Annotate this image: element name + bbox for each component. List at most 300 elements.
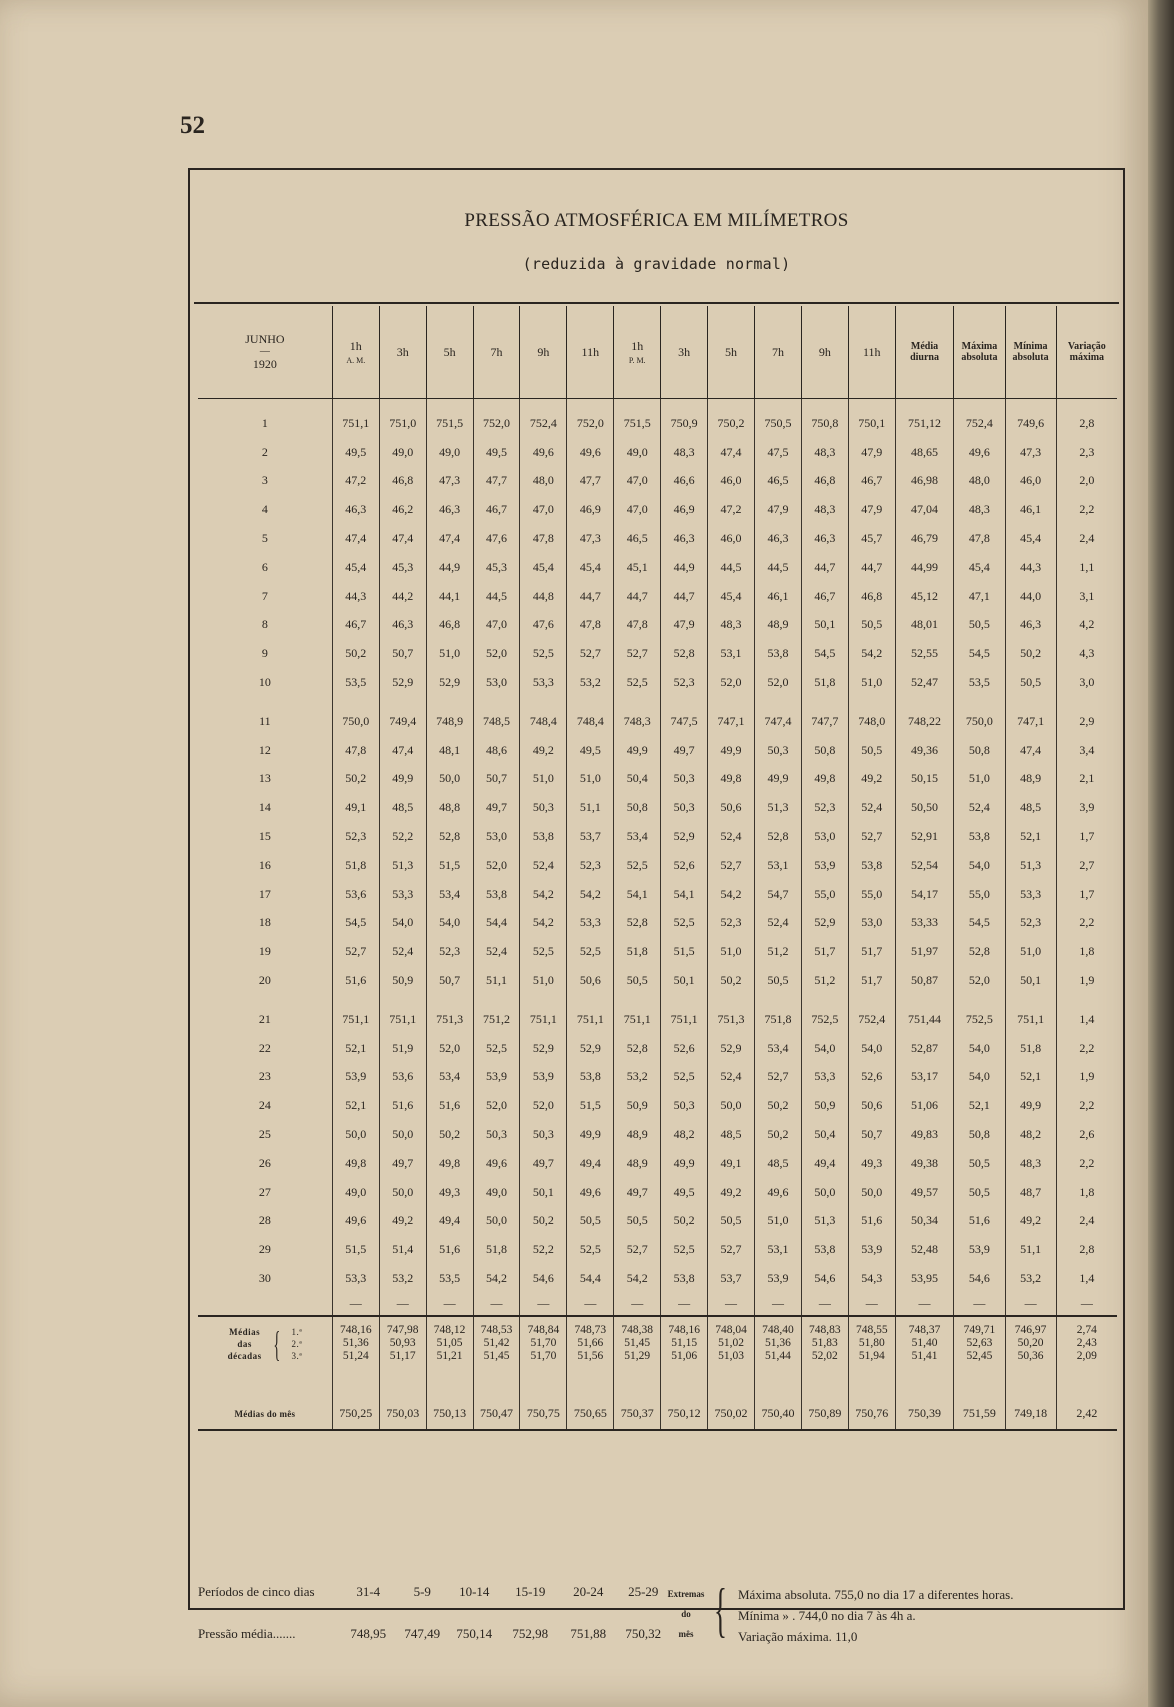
day-cell: 2 [198, 438, 332, 467]
header-text: Mínima [1013, 341, 1048, 352]
value-cell: 52,4 [473, 937, 520, 966]
day-cell: 14 [198, 793, 332, 822]
decada-value: 51,70 [530, 1337, 557, 1350]
value-cell: 50,6 [567, 966, 614, 995]
mes-value: 751,59 [954, 1399, 1005, 1430]
value-cell: 51,1 [567, 793, 614, 822]
value-cell: 52,4 [954, 793, 1005, 822]
value-cell: 51,0 [520, 765, 567, 794]
value-cell: 45,3 [473, 553, 520, 582]
dash-cell: — [895, 1293, 954, 1316]
value-cell: 49,3 [426, 1178, 473, 1207]
value-cell: 52,8 [426, 822, 473, 851]
value-cell: 49,2 [848, 765, 895, 794]
value-cell: 47,4 [379, 524, 426, 553]
mes-value: 750,89 [801, 1399, 848, 1430]
value-cell: 53,5 [954, 668, 1005, 697]
value-cell: 50,3 [520, 793, 567, 822]
dash-cell: — [426, 1293, 473, 1316]
table-row [198, 639, 1117, 668]
pressure-values [339, 1626, 669, 1641]
value-cell: 49,4 [426, 1207, 473, 1236]
value-cell: 47,1 [954, 582, 1005, 611]
value-cell: 2,8 [1079, 1242, 1095, 1257]
value-cell: 53,9 [520, 1063, 567, 1092]
value-cell: 53,17 [895, 1063, 954, 1092]
spacer-cell [1005, 399, 1056, 410]
value-cell: 51,8 [1005, 1034, 1056, 1063]
decada-cell [708, 1316, 755, 1371]
hour-label: 9h [818, 344, 831, 359]
value-cell: 52,7 [848, 822, 895, 851]
decada-value: 51,41 [911, 1350, 938, 1363]
decada-value: 51,44 [765, 1350, 791, 1363]
decada-cell [661, 1316, 708, 1371]
pressure-value: 748,95 [350, 1626, 387, 1641]
value-cell: 53,8 [848, 851, 895, 880]
value-cell: 45,4 [954, 553, 1005, 582]
value-cell: 51,2 [801, 966, 848, 995]
value-cell: 54,1 [661, 880, 708, 909]
decada-value: 52,63 [966, 1337, 993, 1350]
value-cell: 50,2 [708, 966, 755, 995]
value-cell: 751,3 [708, 1005, 755, 1034]
value-cell: 52,55 [895, 639, 954, 668]
month-label: JUNHO [245, 332, 285, 346]
pressure-value: 750,32 [625, 1626, 662, 1641]
value-cell: 52,7 [614, 1235, 661, 1264]
table-row [198, 851, 1117, 880]
spacer-cell [520, 399, 567, 410]
spacer-cell [567, 697, 614, 707]
value-cell: 747,7 [801, 707, 848, 736]
value-cell: 52,3 [332, 822, 379, 851]
value-cell: 50,5 [614, 1207, 661, 1236]
decada-ordinal: 3.ª [291, 1350, 303, 1361]
value-cell: 748,4 [567, 707, 614, 736]
day-cell: 5 [198, 524, 332, 553]
value-cell: 52,4 [520, 851, 567, 880]
spacer-cell [708, 399, 755, 410]
value-cell: 50,6 [708, 793, 755, 822]
value-cell: 52,7 [708, 1235, 755, 1264]
table-row [198, 495, 1117, 524]
page-subtitle: (reduzida à gravidade normal) [522, 255, 791, 273]
value-cell: 751,1 [1005, 1005, 1056, 1034]
day-cell: 26 [198, 1149, 332, 1178]
value-cell: 49,2 [708, 1178, 755, 1207]
extremas-line: Variação máxima. 11,0 [738, 1629, 858, 1644]
hour-header [614, 306, 661, 399]
value-cell: 748,9 [426, 707, 473, 736]
table-row [198, 736, 1117, 765]
hour-header [801, 306, 848, 399]
value-cell: 53,3 [520, 668, 567, 697]
day-cell: 19 [198, 937, 332, 966]
value-cell: 50,8 [954, 736, 1005, 765]
value-cell: 53,33 [895, 909, 954, 938]
year-label: 1920 [252, 357, 277, 371]
day-cell: 11 [198, 707, 332, 736]
value-cell: 49,6 [567, 1178, 614, 1207]
hour-label: 1h [631, 339, 644, 353]
value-cell: 50,0 [379, 1178, 426, 1207]
value-cell: 51,2 [754, 937, 801, 966]
value-cell: 2,7 [1079, 857, 1095, 872]
value-cell: 749,6 [1005, 409, 1056, 438]
value-cell: 49,0 [332, 1178, 379, 1207]
spacer-cell [614, 1371, 661, 1399]
header-text: absoluta [1012, 352, 1049, 363]
month-header [198, 306, 332, 399]
decada-cell [567, 1316, 614, 1371]
mes-value: 750,75 [520, 1399, 567, 1430]
decada-value: 51,42 [483, 1337, 510, 1350]
table-row [198, 524, 1117, 553]
value-cell: 748,3 [614, 707, 661, 736]
value-cell: 49,2 [1005, 1207, 1056, 1236]
mes-value: 750,39 [895, 1399, 954, 1430]
value-cell: 748,4 [520, 707, 567, 736]
decada-value: 2,09 [1076, 1350, 1097, 1363]
mes-row [198, 1399, 1117, 1430]
hour-label: 3h [678, 344, 691, 359]
day-cell: 16 [198, 851, 332, 880]
value-cell: 46,3 [426, 495, 473, 524]
header-text: diurna [910, 352, 939, 363]
value-cell: 748,22 [895, 707, 954, 736]
value-cell: 48,6 [473, 736, 520, 765]
day-cell: 23 [198, 1063, 332, 1092]
extremas-word: Extremas [667, 1589, 705, 1599]
value-cell: 52,48 [895, 1235, 954, 1264]
value-cell: 1,4 [1079, 1011, 1095, 1026]
value-cell: 750,1 [848, 409, 895, 438]
value-cell: 48,8 [426, 793, 473, 822]
value-cell: 50,7 [848, 1120, 895, 1149]
value-cell: 47,4 [379, 736, 426, 765]
value-cell: 52,1 [332, 1091, 379, 1120]
value-cell: 751,2 [473, 1005, 520, 1034]
extremas-line: Mínima » . 744,0 no dia 7 às 4h a. [738, 1608, 916, 1623]
value-cell: 2,4 [1079, 531, 1095, 546]
table-row [198, 1264, 1117, 1293]
value-cell: 44,9 [661, 553, 708, 582]
value-cell: 751,1 [661, 1005, 708, 1034]
value-cell: 3,0 [1079, 675, 1095, 690]
value-cell: 50,0 [379, 1120, 426, 1149]
spacer-cell [198, 697, 332, 707]
pressure-value: 747,49 [404, 1626, 441, 1641]
value-cell: 52,5 [520, 937, 567, 966]
value-cell: 52,6 [661, 1034, 708, 1063]
value-cell: 52,0 [708, 668, 755, 697]
value-cell: 50,3 [661, 1091, 708, 1120]
table-row [198, 707, 1117, 736]
day-cell: 28 [198, 1207, 332, 1236]
value-cell: 44,2 [379, 582, 426, 611]
decada-value: 51,29 [624, 1350, 651, 1363]
table-row [198, 582, 1117, 611]
value-cell: 51,3 [379, 851, 426, 880]
decada-value: 51,66 [577, 1337, 604, 1350]
day-cell: 20 [198, 966, 332, 995]
value-cell: 48,2 [1005, 1120, 1056, 1149]
pressure-label: Pressão média....... [198, 1626, 296, 1641]
value-cell: 46,5 [614, 524, 661, 553]
value-cell: 53,8 [473, 880, 520, 909]
value-cell: 2,0 [1079, 473, 1095, 488]
decada-value: 52,02 [811, 1350, 838, 1363]
day-cell: 9 [198, 639, 332, 668]
value-cell: 53,8 [754, 639, 801, 668]
day-cell: 10 [198, 668, 332, 697]
value-cell: 44,7 [661, 582, 708, 611]
value-cell: 51,6 [426, 1235, 473, 1264]
value-cell: 49,1 [332, 793, 379, 822]
extremas-line: Máxima absoluta. 755,0 no dia 17 a diferentes horas. [738, 1587, 1014, 1602]
value-cell: 52,0 [520, 1091, 567, 1120]
value-cell: 749,4 [379, 707, 426, 736]
hour-label: 5h [725, 344, 738, 359]
value-cell: 52,8 [754, 822, 801, 851]
dash-cell: — [1005, 1293, 1056, 1316]
value-cell: 53,8 [661, 1264, 708, 1293]
value-cell: 47,4 [1005, 736, 1056, 765]
hour-header [332, 306, 379, 399]
value-cell: 52,0 [954, 966, 1005, 995]
value-cell: 47,9 [848, 438, 895, 467]
value-cell: 47,0 [520, 495, 567, 524]
decada-ordinal: 1.ª [291, 1326, 303, 1337]
value-cell: 2,8 [1079, 415, 1095, 430]
value-cell: 53,1 [754, 1235, 801, 1264]
value-cell: 50,9 [379, 966, 426, 995]
value-cell: 53,9 [954, 1235, 1005, 1264]
value-cell: 45,4 [332, 553, 379, 582]
value-cell: 51,6 [379, 1091, 426, 1120]
value-cell: 53,1 [708, 639, 755, 668]
spacer-cell [1005, 995, 1056, 1005]
spacer-cell [1005, 1371, 1056, 1399]
page-title: PRESSÃO ATMOSFÉRICA EM MILÍMETROS [464, 210, 849, 231]
value-cell: 54,4 [473, 909, 520, 938]
value-cell: 45,12 [895, 582, 954, 611]
spacer-cell [754, 399, 801, 410]
value-cell: 2,2 [1079, 502, 1095, 517]
value-cell: 2,4 [1079, 1213, 1095, 1228]
value-cell: 49,83 [895, 1120, 954, 1149]
value-cell: 750,0 [954, 707, 1005, 736]
value-cell: 52,4 [848, 793, 895, 822]
value-cell: 47,3 [567, 524, 614, 553]
dash-cell: — [801, 1293, 848, 1316]
spacer-cell [614, 697, 661, 707]
day-cell: 29 [198, 1235, 332, 1264]
spacer-cell [954, 1371, 1005, 1399]
decada-value: 51,56 [577, 1350, 604, 1363]
hour-header [708, 306, 755, 399]
value-cell: 54,6 [520, 1264, 567, 1293]
value-cell: 46,8 [426, 611, 473, 640]
table-row [198, 1091, 1117, 1120]
spacer-cell [426, 1371, 473, 1399]
mes-value: 750,40 [754, 1399, 801, 1430]
value-cell: 49,6 [954, 438, 1005, 467]
dash-cell: — [954, 1293, 1005, 1316]
value-cell: 54,1 [614, 880, 661, 909]
value-cell: 52,47 [895, 668, 954, 697]
value-cell: 52,5 [661, 1063, 708, 1092]
value-cell: 44,5 [708, 553, 755, 582]
value-cell: 47,3 [426, 467, 473, 496]
value-cell: 52,5 [661, 909, 708, 938]
value-cell: 750,9 [661, 409, 708, 438]
value-cell: 52,9 [426, 668, 473, 697]
value-cell: 51,5 [661, 937, 708, 966]
value-cell: 1,4 [1079, 1271, 1095, 1285]
value-cell: 52,1 [1005, 822, 1056, 851]
spacer-cell [954, 995, 1005, 1005]
value-cell: 52,3 [801, 793, 848, 822]
value-cell: 3,1 [1079, 588, 1095, 603]
dash-cell: — [661, 1293, 708, 1316]
value-cell: 53,9 [473, 1063, 520, 1092]
value-cell: 47,0 [614, 495, 661, 524]
value-cell: 51,8 [614, 937, 661, 966]
value-cell: 54,2 [614, 1264, 661, 1293]
value-cell: 51,0 [520, 966, 567, 995]
spacer-cell [332, 995, 379, 1005]
spacer-cell [801, 1371, 848, 1399]
value-cell: 49,2 [379, 1207, 426, 1236]
value-cell: 52,5 [473, 1034, 520, 1063]
value-cell: 50,3 [473, 1120, 520, 1149]
value-cell: 50,5 [708, 1207, 755, 1236]
value-cell: 44,7 [801, 553, 848, 582]
header-text: Variação [1067, 341, 1106, 352]
value-cell: 54,2 [848, 639, 895, 668]
decada-cell [801, 1316, 848, 1371]
mes-value: 750,03 [379, 1399, 426, 1430]
decada-value: 748,73 [574, 1324, 607, 1337]
value-cell: 51,5 [426, 851, 473, 880]
page-number: 52 [180, 112, 205, 139]
mes-value: 750,02 [708, 1399, 755, 1430]
value-cell: 47,9 [848, 495, 895, 524]
value-cell: 752,0 [567, 409, 614, 438]
value-cell: 48,7 [1005, 1178, 1056, 1207]
value-cell: 2,2 [1079, 1155, 1095, 1170]
value-cell: 47,8 [614, 611, 661, 640]
table-row [198, 438, 1117, 467]
spacer-cell [520, 697, 567, 707]
value-cell: 751,1 [567, 1005, 614, 1034]
value-cell: 49,57 [895, 1178, 954, 1207]
value-cell: 52,9 [801, 909, 848, 938]
decada-cell [848, 1316, 895, 1371]
decada-value: 748,12 [433, 1324, 466, 1337]
value-cell: 49,8 [426, 1149, 473, 1178]
extremas-label [658, 1584, 714, 1644]
decada-value: 746,97 [1014, 1324, 1047, 1337]
value-cell: 48,0 [954, 467, 1005, 496]
value-cell: 50,34 [895, 1207, 954, 1236]
value-cell: 50,50 [895, 793, 954, 822]
value-cell: 2,9 [1079, 713, 1095, 728]
decada-value: 51,94 [858, 1350, 885, 1363]
value-cell: 50,0 [473, 1207, 520, 1236]
spacer-cell [426, 399, 473, 410]
spacer-cell [520, 995, 567, 1005]
value-cell: 47,3 [1005, 438, 1056, 467]
value-cell: 46,8 [379, 467, 426, 496]
decada-value: 51,45 [624, 1337, 651, 1350]
value-cell: 1,9 [1079, 973, 1095, 988]
mes-value: 750,76 [848, 1399, 895, 1430]
decada-value: 51,70 [530, 1350, 557, 1363]
value-cell: 54,5 [332, 909, 379, 938]
mes-label: Médias do mês [198, 1399, 332, 1430]
value-cell: 46,9 [661, 495, 708, 524]
value-cell: 2,2 [1079, 1098, 1095, 1113]
value-cell: 54,5 [954, 909, 1005, 938]
header-text: absoluta [961, 352, 998, 363]
value-cell: 54,2 [708, 880, 755, 909]
table-row [198, 553, 1117, 582]
value-cell: 751,5 [614, 409, 661, 438]
table-row [198, 909, 1117, 938]
value-cell: 2,2 [1079, 1040, 1095, 1055]
decadas-row [198, 1316, 1117, 1371]
value-cell: 52,3 [426, 937, 473, 966]
value-cell: 50,3 [661, 765, 708, 794]
value-cell: 50,3 [520, 1120, 567, 1149]
table-row [198, 966, 1117, 995]
value-cell: 51,0 [708, 937, 755, 966]
value-cell: 46,6 [661, 467, 708, 496]
value-cell: 752,4 [954, 409, 1005, 438]
value-cell: 49,9 [1005, 1091, 1056, 1120]
value-cell: 54,6 [954, 1264, 1005, 1293]
mes-value: 750,37 [614, 1399, 661, 1430]
value-cell: 46,0 [1005, 467, 1056, 496]
header-row [198, 306, 1117, 399]
minima-header [1005, 306, 1056, 399]
value-cell: 46,98 [895, 467, 954, 496]
decada-value: 51,45 [483, 1350, 510, 1363]
value-cell: 50,7 [473, 765, 520, 794]
dash-cell: — [708, 1293, 755, 1316]
value-cell: 50,3 [661, 793, 708, 822]
value-cell: 45,4 [520, 553, 567, 582]
period-value: 10-14 [459, 1584, 490, 1599]
table-row [198, 409, 1117, 438]
mes-value: 750,12 [661, 1399, 708, 1430]
value-cell: 47,4 [426, 524, 473, 553]
value-cell: 47,7 [567, 467, 614, 496]
hour-header [567, 306, 614, 399]
decada-value: 748,38 [621, 1324, 654, 1337]
value-cell: 52,4 [754, 909, 801, 938]
value-cell: 52,5 [614, 851, 661, 880]
value-cell: 50,15 [895, 765, 954, 794]
table-row [198, 1178, 1117, 1207]
value-cell: 49,38 [895, 1149, 954, 1178]
decada-value: 748,16 [339, 1324, 372, 1337]
table-row [198, 611, 1117, 640]
value-cell: 46,7 [473, 495, 520, 524]
